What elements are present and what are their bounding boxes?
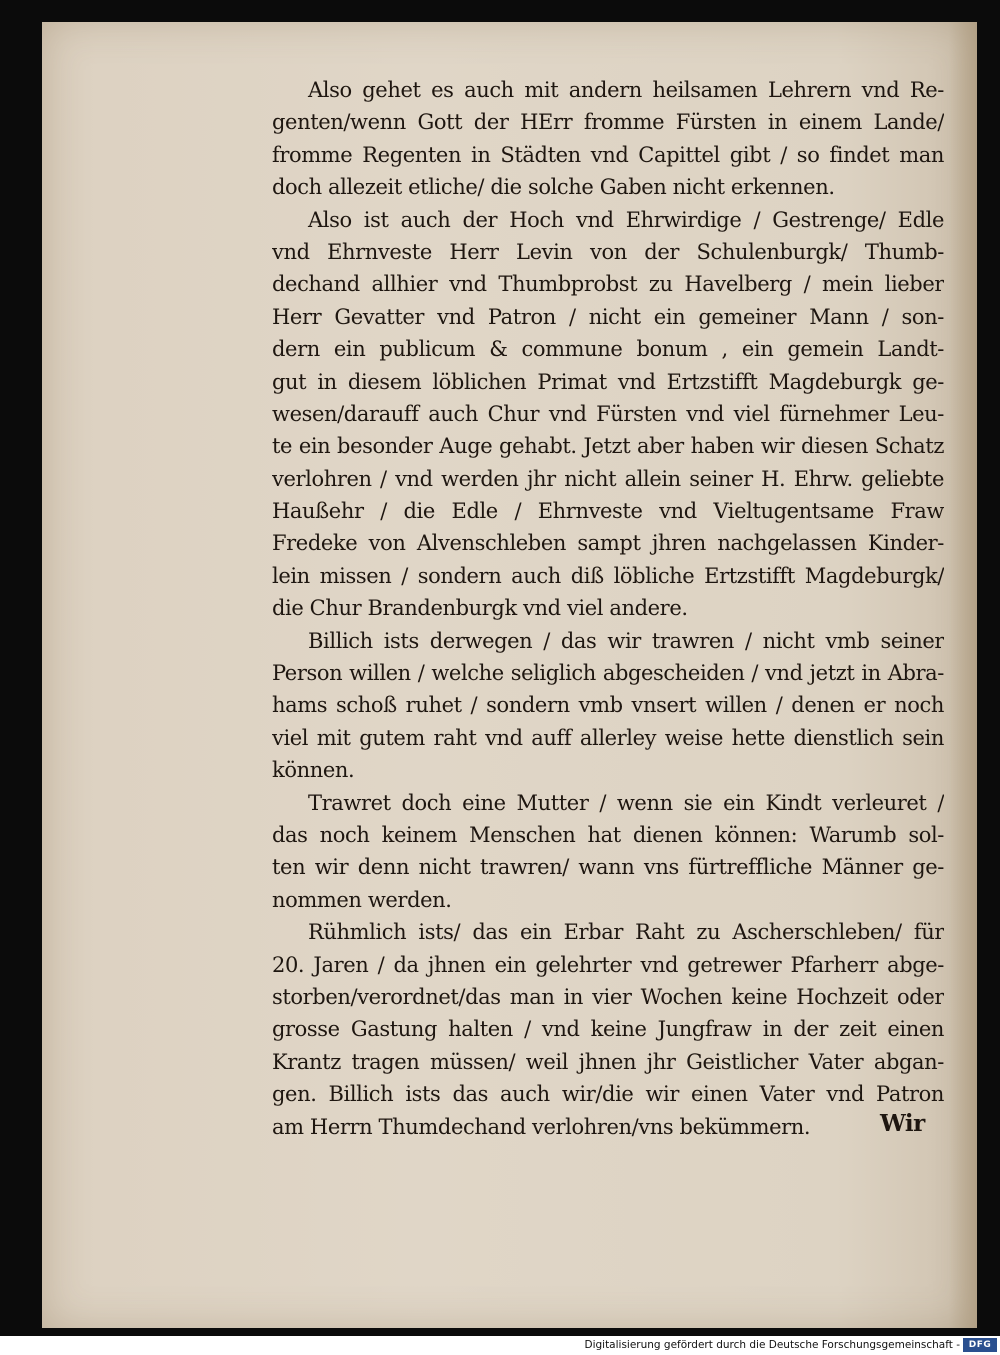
text-line: Haußehr / die Edle / Ehrnveste vnd Vieltugentsame Fraw xyxy=(272,499,944,524)
funding-notice: Digitalisierung gefördert durch die Deutsche Forschungsgemeinschaft - xyxy=(584,1339,960,1351)
text-line: ten wir denn nicht trawren/ wann vns fürtreffliche Männer ge- xyxy=(272,855,944,880)
page-edge-shadow xyxy=(949,22,977,1328)
text-line: Krantz tragen müssen/ weil jhnen jhr Geistlicher Vater abgan- xyxy=(272,1049,944,1074)
dfg-logo: DFG xyxy=(963,1338,997,1352)
text-line: nommen werden. xyxy=(272,887,452,912)
text-line: das noch keinem Menschen hat dienen können: Warumb sol- xyxy=(272,822,944,847)
page-text xyxy=(272,74,944,1143)
text-line: Billich ists derwegen / das wir trawren / nicht vmb seiner xyxy=(308,628,944,653)
text-line: Also ist auch der Hoch vnd Ehrwirdige / Gestrenge/ Edle xyxy=(308,207,944,232)
text-line: können. xyxy=(272,758,355,783)
text-line: wesen/darauff auch Chur vnd Fürsten vnd viel fürnehmer Leu- xyxy=(272,401,944,426)
text-line: dern ein publicum & commune bonum , ein gemein Landt- xyxy=(272,337,944,362)
text-line: gen. Billich ists das auch wir/die wir einen Vater vnd Patron xyxy=(272,1082,944,1107)
text-line: 20. Jaren / da jhnen ein gelehrter vnd getrewer Pfarherr abge- xyxy=(272,952,944,977)
text-line: doch allezeit etliche/ die solche Gaben nicht erkennen. xyxy=(272,175,835,200)
text-line: grosse Gastung halten / vnd keine Jungfraw in der zeit einen xyxy=(272,1017,944,1042)
text-line: Trawret doch eine Mutter / wenn sie ein Kindt verleuret / xyxy=(308,790,944,815)
text-line: viel mit gutem raht vnd auff allerley weise hette dienstlich sein xyxy=(272,725,944,750)
text-line: genten/wenn Gott der HErr fromme Fürsten in einem Lande/ xyxy=(272,110,944,135)
text-line: dechand allhier vnd Thumbprobst zu Havelberg / mein lieber xyxy=(272,272,944,297)
text-line: Herr Gevatter vnd Patron / nicht ein gemeiner Mann / son- xyxy=(272,304,944,329)
text-line: fromme Regenten in Städten vnd Capittel gibt / so findet man xyxy=(272,142,944,167)
text-line: storben/verordnet/das man in vier Wochen keine Hochzeit oder xyxy=(272,984,944,1009)
text-line: Rühmlich ists/ das ein Erbar Raht zu Ascherschleben/ für xyxy=(308,920,944,945)
text-line: lein missen / sondern auch diß löbliche Ertzstifft Magdeburgk/ xyxy=(272,563,944,588)
text-line: am Herrn Thumdechand verlohren/vns bekümmern. xyxy=(272,1114,811,1139)
text-line: gut in diesem löblichen Primat vnd Ertzstifft Magdeburgk ge- xyxy=(272,369,944,394)
catchword: Wir xyxy=(880,1110,925,1137)
text-line: verlohren / vnd werden jhr nicht allein seiner H. Ehrw. geliebte xyxy=(272,466,944,491)
text-line: die Chur Brandenburgk vnd viel andere. xyxy=(272,596,688,621)
text-line: te ein besonder Auge gehabt. Jetzt aber haben wir diesen Schatz xyxy=(272,434,944,459)
text-line: vnd Ehrnveste Herr Levin von der Schulenburgk/ Thumb- xyxy=(272,239,944,264)
text-line: Fredeke von Alvenschleben sampt jhren nachgelassen Kinder- xyxy=(272,531,944,556)
text-line: Also gehet es auch mit andern heilsamen Lehrern vnd Re- xyxy=(308,78,944,102)
text-line: Person willen / welche seliglich abgescheiden / vnd jetzt in Abra- xyxy=(272,661,944,686)
text-line: hams schoß ruhet / sondern vmb vnsert willen / denen er noch xyxy=(272,693,944,718)
